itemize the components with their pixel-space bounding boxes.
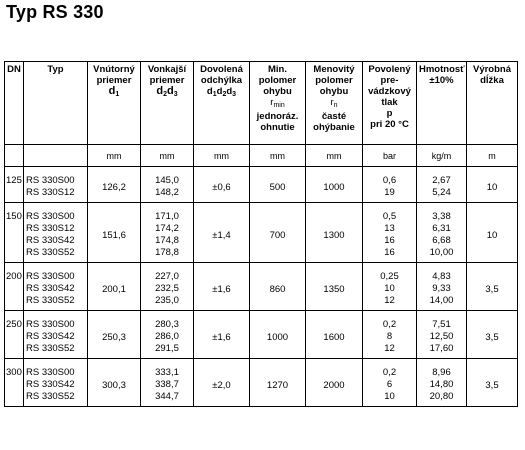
cell-typ-line: RS 330S42 [26,235,75,246]
table-row [5,263,518,311]
cell-outer-diameter-line: 291,5 [155,343,179,354]
cell-length: 10 [467,203,518,263]
cell-typ-line: RS 330S52 [26,343,75,354]
symbol-d2d3: $d_2d_3$ [156,85,178,98]
cell-weight-line: 14,80 [429,379,454,390]
cell-typ-line: RS 330S00 [26,319,75,330]
cell-pressure-line: 0,2 [382,367,397,378]
cell-tolerance: ±1,6 [194,311,250,359]
header-dn: DN [5,62,24,145]
cell-pressure-line: 0,25 [380,271,399,282]
table-row [5,359,518,407]
cell-weight-line: 7,51 [432,319,451,330]
spec-table [4,61,518,407]
header-row [5,62,518,145]
cell-typ [24,359,88,407]
cell-weight-line: 6,31 [432,223,451,234]
cell-weight-line: 9,33 [432,283,451,294]
cell-tolerance: ±0,6 [194,167,250,203]
unit-cell: mm [306,145,363,167]
cell-inner-diameter: 300,3 [88,359,141,407]
cell-pressure-line: 0,6 [382,175,397,186]
cell-min-radius: 860 [250,263,306,311]
cell-outer-diameter [141,263,194,311]
cell-outer-diameter [141,203,194,263]
cell-outer-diameter-line: 286,0 [155,331,179,342]
cell-typ-line: RS 330S42 [26,283,75,294]
unit-cell: mm [141,145,194,167]
cell-outer-diameter-line: 280,3 [155,319,179,330]
symbol-d1d2d3: $d_1d_2d_3$ [206,86,237,98]
cell-pressure-line: 10 [384,283,395,294]
cell-min-radius: 1270 [250,359,306,407]
cell-outer-diameter [141,359,194,407]
cell-outer-diameter-line: 232,5 [155,283,179,294]
cell-dn: 300 [5,359,24,407]
unit-cell: mm [250,145,306,167]
header-inner-diameter: Vnútorný priemer $d_1$ [88,62,141,145]
cell-outer-diameter-line: 174,8 [155,235,179,246]
cell-pressure-line: 10 [384,391,395,402]
cell-typ-line: RS 330S00 [26,271,75,282]
cell-min-radius: 1000 [250,311,306,359]
cell-length: 10 [467,167,518,203]
header-tolerance: Dovolená odchýlka $d_1d_2d_3$ [194,62,250,145]
cell-outer-diameter-line: 344,7 [155,391,179,402]
cell-pressure-line: 13 [384,223,395,234]
unit-cell: mm [194,145,250,167]
cell-outer-diameter-line: 333,1 [155,367,179,378]
cell-typ-line: RS 330S12 [26,223,75,234]
symbol-rn: $r_n$ [330,97,338,109]
unit-cell: mm [88,145,141,167]
cell-pressure-line: 12 [384,343,395,354]
cell-pressure-line: 0,5 [382,211,397,222]
table-row [5,311,518,359]
cell-weight-line: 5,24 [432,187,451,198]
table-row [5,203,518,263]
cell-dn: 125 [5,167,24,203]
cell-pressure [363,311,417,359]
cell-weight-line: 6,68 [432,235,451,246]
cell-outer-diameter-line: 145,0 [155,175,179,186]
cell-weight [417,167,467,203]
unit-cell: kg/m [417,145,467,167]
cell-pressure-line: 16 [384,235,395,246]
cell-typ [24,203,88,263]
cell-pressure-line: 19 [384,187,395,198]
cell-pressure-line: 6 [386,379,393,390]
cell-typ-line: RS 330S52 [26,391,75,402]
cell-weight-line: 17,60 [429,343,454,354]
cell-outer-diameter-line: 148,2 [155,187,179,198]
header-length: Výrobná dĺžka [467,62,518,145]
table-body [5,167,518,407]
cell-typ [24,311,88,359]
cell-nominal-radius: 1600 [306,311,363,359]
units-row [5,145,518,167]
unit-cell: bar [363,145,417,167]
cell-outer-diameter-line: 178,8 [155,247,179,258]
cell-inner-diameter: 126,2 [88,167,141,203]
header-outer-diameter: Vonkajší priemer $d_2d_3$ [141,62,194,145]
cell-pressure-line: 0,2 [382,319,397,330]
cell-typ-line: RS 330S42 [26,379,75,390]
page-title: Typ RS 330 [6,2,104,22]
cell-outer-diameter [141,311,194,359]
cell-inner-diameter: 250,3 [88,311,141,359]
cell-inner-diameter: 151,6 [88,203,141,263]
cell-typ-line: RS 330S12 [26,187,75,198]
unit-cell: m [467,145,518,167]
cell-tolerance: ±2,0 [194,359,250,407]
cell-min-radius: 700 [250,203,306,263]
cell-weight [417,263,467,311]
cell-length: 3,5 [467,263,518,311]
cell-length: 3,5 [467,359,518,407]
header-weight: Hmotnosť ±10% [417,62,467,145]
table-row [5,167,518,203]
symbol-rmin: $r_{min}$ [270,97,285,109]
cell-typ-line: RS 330S00 [26,367,75,378]
header-typ: Typ [24,62,88,145]
cell-typ-line: RS 330S00 [26,175,75,186]
cell-outer-diameter-line: 235,0 [155,295,179,306]
cell-inner-diameter: 200,1 [88,263,141,311]
cell-weight-line: 8,96 [432,367,451,378]
cell-outer-diameter-line: 227,0 [155,271,179,282]
cell-weight [417,359,467,407]
cell-weight-line: 10,00 [429,247,454,258]
cell-weight-line: 20,80 [429,391,454,402]
cell-weight-line: 3,38 [432,211,451,222]
cell-weight-line: 14,00 [429,295,454,306]
cell-weight [417,311,467,359]
cell-typ-line: RS 330S00 [26,211,75,222]
cell-length: 3,5 [467,311,518,359]
cell-pressure [363,263,417,311]
cell-tolerance: ±1,6 [194,263,250,311]
cell-pressure-line: 16 [384,247,395,258]
cell-nominal-radius: 2000 [306,359,363,407]
cell-pressure-line: 8 [386,331,393,342]
cell-dn: 200 [5,263,24,311]
cell-pressure [363,167,417,203]
cell-nominal-radius: 1300 [306,203,363,263]
cell-typ-line: RS 330S52 [26,295,75,306]
cell-dn: 150 [5,203,24,263]
symbol-d1: $d_1$ [108,85,120,98]
cell-pressure [363,359,417,407]
cell-dn: 250 [5,311,24,359]
cell-weight [417,203,467,263]
cell-outer-diameter [141,167,194,203]
cell-pressure [363,203,417,263]
header-min-bend-radius: Min. polomer ohybu $r_{min}$ jednoráz. ohnutie [250,62,306,145]
cell-outer-diameter-line: 174,2 [155,223,179,234]
cell-typ-line: RS 330S52 [26,247,75,258]
cell-pressure-line: 12 [384,295,395,306]
cell-nominal-radius: 1350 [306,263,363,311]
cell-min-radius: 500 [250,167,306,203]
header-pressure: Povolený pre- vádzkový tlak p pri 20 °C [363,62,417,145]
cell-weight-line: 12,50 [429,331,454,342]
cell-outer-diameter-line: 338,7 [155,379,179,390]
cell-weight-line: 2,67 [432,175,451,186]
cell-nominal-radius: 1000 [306,167,363,203]
cell-typ [24,263,88,311]
cell-weight-line: 4,83 [432,271,451,282]
cell-typ-line: RS 330S42 [26,331,75,342]
cell-outer-diameter-line: 171,0 [155,211,179,222]
header-nominal-bend-radius: Menovitý polomer ohybu $r_n$ časté ohýbanie [306,62,363,145]
cell-typ [24,167,88,203]
cell-tolerance: ±1,4 [194,203,250,263]
